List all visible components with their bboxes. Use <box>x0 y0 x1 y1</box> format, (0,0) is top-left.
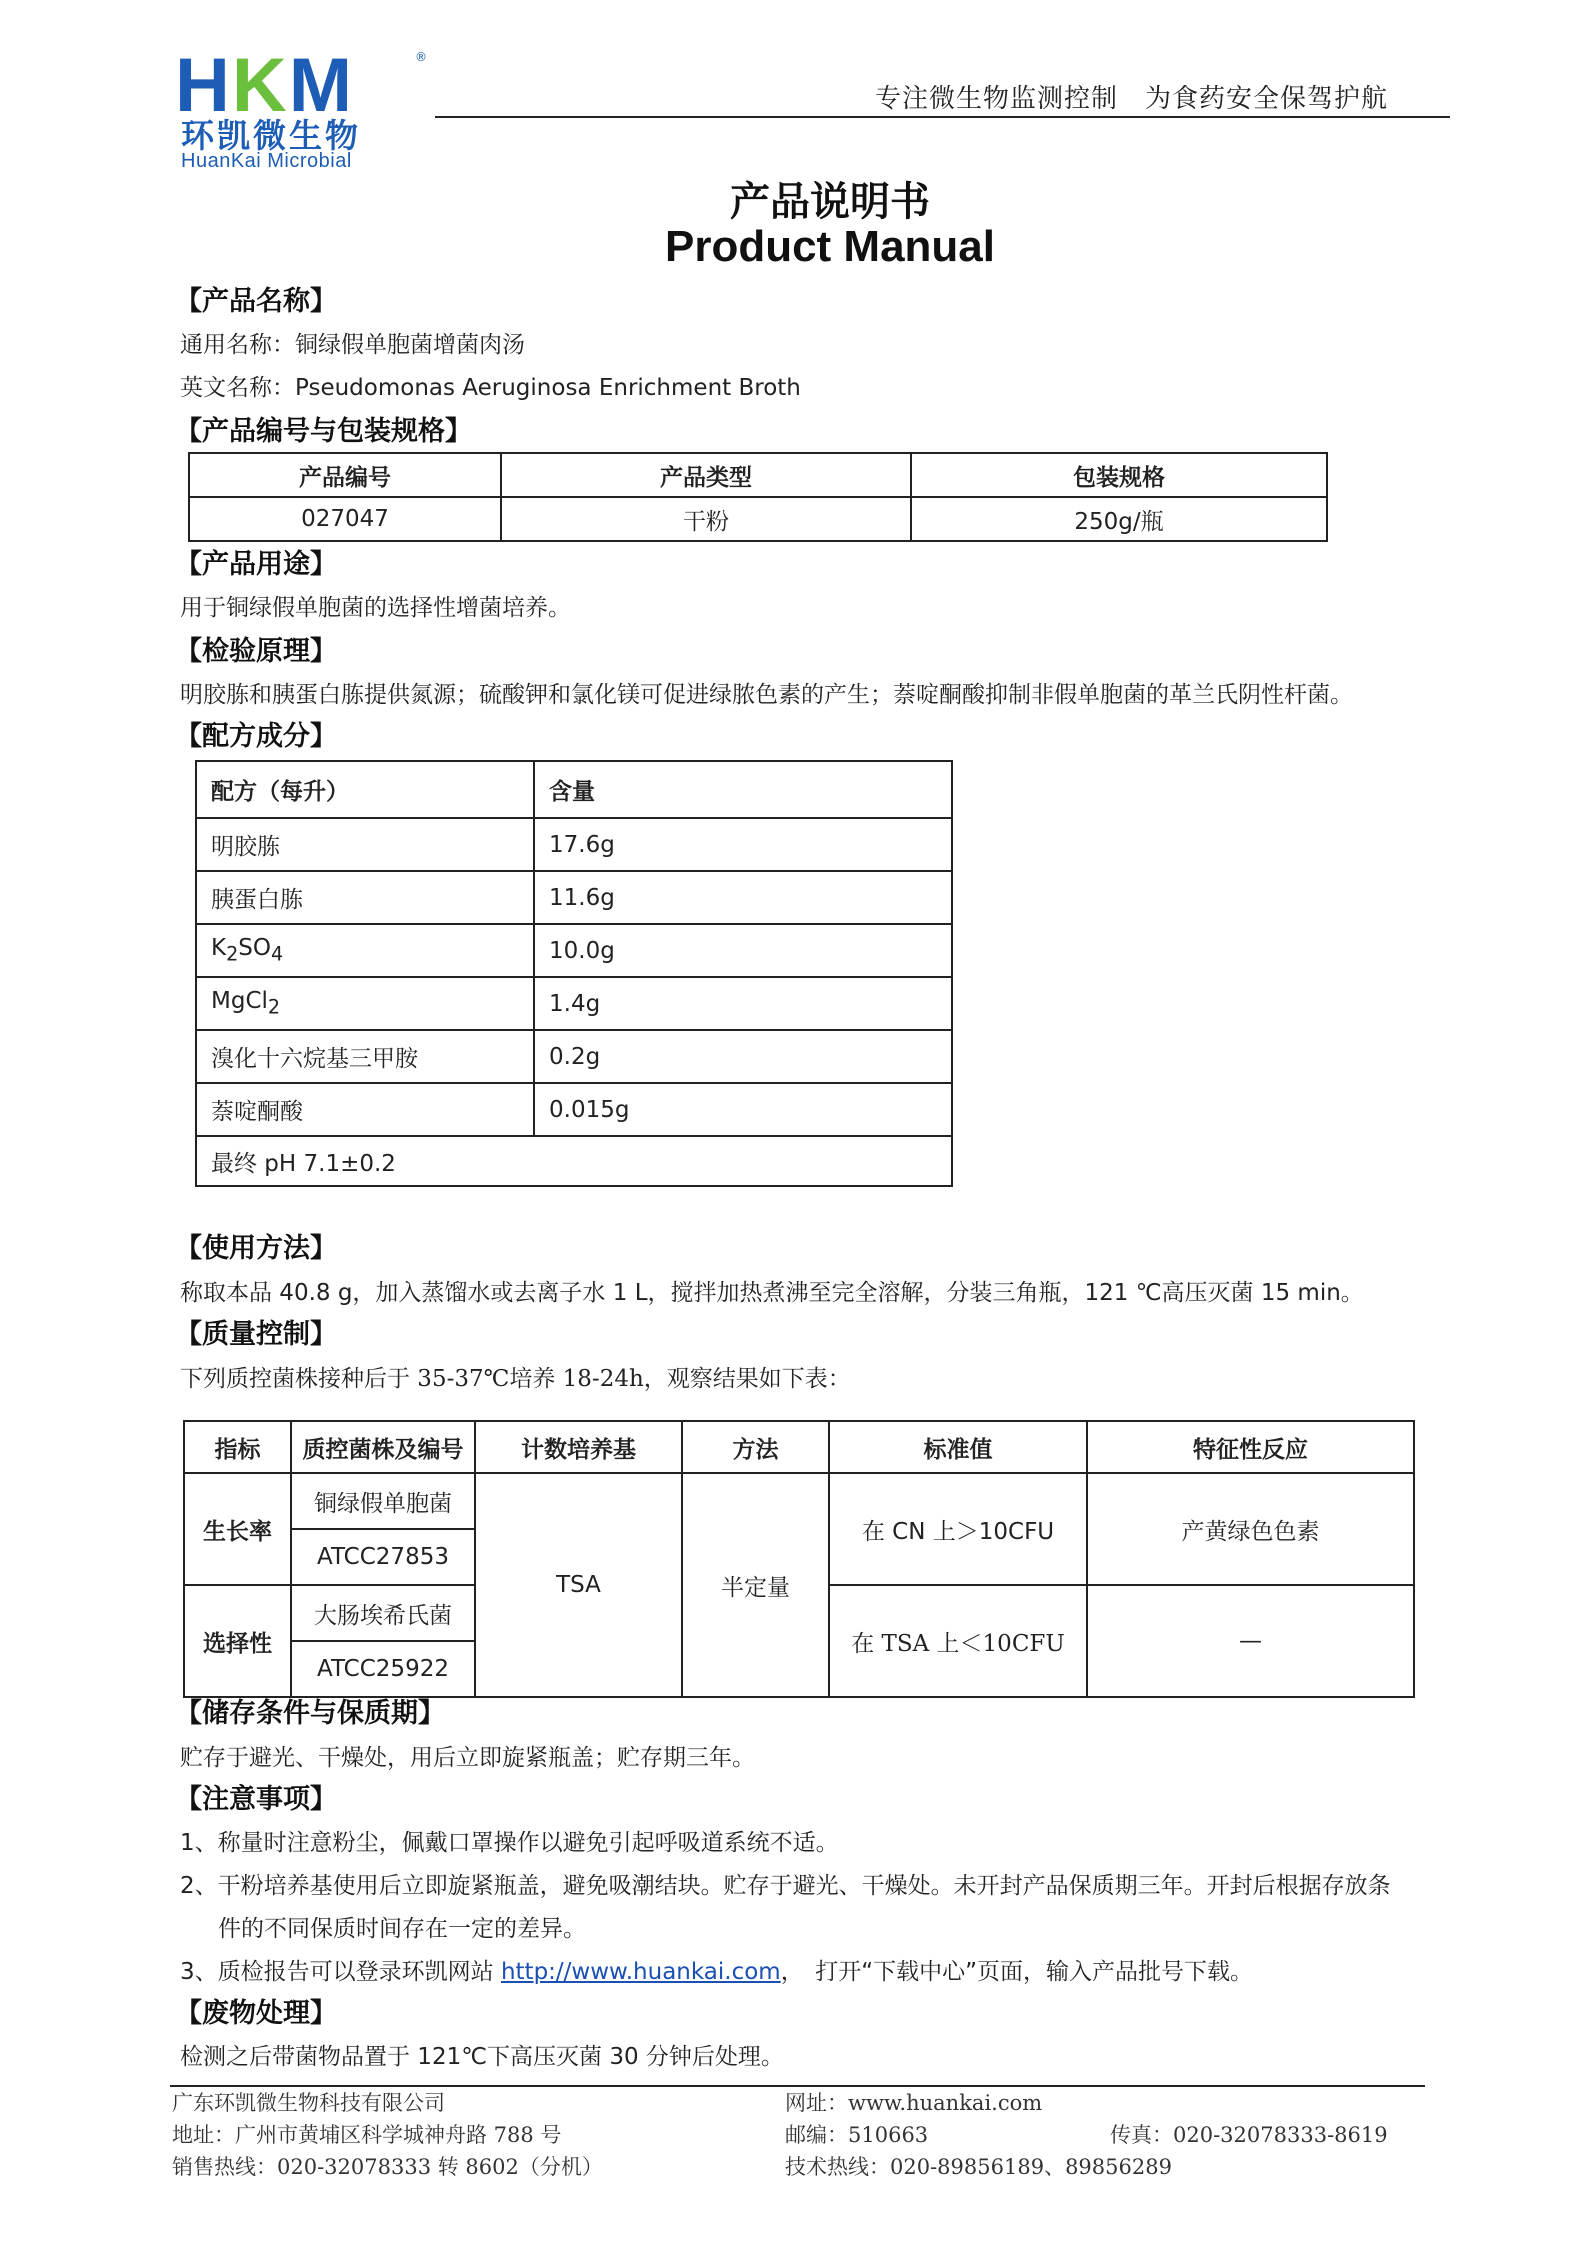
qc-strain: 铜绿假单胞菌 <box>291 1473 475 1529</box>
table-row <box>196 1030 952 1083</box>
col-reaction: 特征性反应 <box>1087 1421 1414 1473</box>
qc-index: 生长率 <box>184 1473 291 1585</box>
col-index: 指标 <box>184 1421 291 1473</box>
col-amount: 含量 <box>534 761 952 818</box>
section-heading-formula: 【配方成分】 <box>175 721 337 752</box>
section-heading-principle: 【检验原理】 <box>175 636 337 667</box>
footer-tech: 技术热线：020-89856189、89856289 <box>785 2155 1172 2179</box>
ingredient-amount: 0.2g <box>534 1030 952 1083</box>
qc-index: 选择性 <box>184 1585 291 1697</box>
footer-fax: 传真：020-32078333-8619 <box>1110 2123 1388 2147</box>
col-medium: 计数培养基 <box>475 1421 682 1473</box>
table-header-row <box>184 1421 1414 1473</box>
ingredient-name: 溴化十六烷基三甲胺 <box>196 1030 534 1083</box>
registered-mark: ® <box>415 50 427 64</box>
table-row <box>196 1136 952 1186</box>
qc-method: 半定量 <box>682 1473 829 1697</box>
ingredient-name: 胰蛋白胨 <box>196 871 534 924</box>
english-name: 英文名称：Pseudomonas Aeruginosa Enrichment Broth <box>180 375 801 401</box>
ingredient-amount: 0.015g <box>534 1083 952 1136</box>
table-header-row <box>196 761 952 818</box>
footer-website: 网址：www.huankai.com <box>785 2091 1043 2115</box>
section-heading-disposal: 【废物处理】 <box>175 1998 337 2029</box>
col-package-spec: 包装规格 <box>911 453 1327 497</box>
col-strain: 质控菌株及编号 <box>291 1421 475 1473</box>
table-row <box>196 977 952 1030</box>
table-row <box>189 497 1327 541</box>
company-logo <box>175 43 445 172</box>
header-slogan: 专注微生物监测控制 为食药安全保驾护航 <box>875 84 1389 114</box>
header-divider <box>435 116 1450 118</box>
final-ph: 最终 pH 7.1±0.2 <box>196 1136 952 1186</box>
common-name: 通用名称：铜绿假单胞菌增菌肉汤 <box>180 332 525 358</box>
note-item-1: 1、称量时注意粉尘，佩戴口罩操作以避免引起呼吸道系统不适。 <box>180 1830 839 1856</box>
table-row <box>196 818 952 871</box>
footer-postcode: 邮编：510663 <box>785 2123 929 2147</box>
logo-hkm: HKM <box>175 43 355 128</box>
ingredient-name: $K_2SO_4$ <box>196 924 534 977</box>
section-heading-packaging: 【产品编号与包装规格】 <box>175 416 472 447</box>
method-text: 称取本品 40.8 g，加入蒸馏水或去离子水 1 L，搅拌加热煮沸至完全溶解，分装三角瓶，121 ℃高压灭菌 15 min。 <box>180 1280 1364 1306</box>
website-link[interactable]: http://www.huankai.com <box>500 1959 781 1985</box>
qc-strain-code: ATCC25922 <box>291 1641 475 1697</box>
ingredient-amount: 1.4g <box>534 977 952 1030</box>
note-item-3: 3、质检报告可以登录环凯网站 http://www.huankai.com， 打开“下载中心”页面，输入产品批号下载。 <box>180 1959 1254 1985</box>
ingredient-name: MgCl$_2$ <box>196 977 534 1030</box>
page-title-cn: 产品说明书 <box>730 179 930 225</box>
qc-reaction: — <box>1087 1585 1414 1697</box>
footer-divider <box>170 2085 1425 2087</box>
table-row <box>196 924 952 977</box>
qc-strain: 大肠埃希氏菌 <box>291 1585 475 1641</box>
qc-medium: TSA <box>475 1473 682 1697</box>
package-spec: 250g/瓶 <box>911 497 1327 541</box>
col-product-code: 产品编号 <box>189 453 501 497</box>
usage-text: 用于铜绿假单胞菌的选择性增菌培养。 <box>180 595 571 621</box>
footer-address: 地址：广州市黄埔区科学城神舟路 788 号 <box>172 2123 562 2147</box>
logo-chinese-name: 环凯微生物 <box>181 116 361 155</box>
product-type: 干粉 <box>501 497 911 541</box>
section-heading-usage: 【产品用途】 <box>175 549 337 580</box>
section-heading-storage: 【储存条件与保质期】 <box>175 1698 445 1729</box>
ingredient-amount: 10.0g <box>534 924 952 977</box>
section-heading-product-name: 【产品名称】 <box>175 286 337 317</box>
section-heading-qc: 【质量控制】 <box>175 1319 337 1350</box>
section-heading-method: 【使用方法】 <box>175 1233 337 1264</box>
ingredient-amount: 11.6g <box>534 871 952 924</box>
col-method: 方法 <box>682 1421 829 1473</box>
qc-reaction: 产黄绿色色素 <box>1087 1473 1414 1585</box>
section-heading-notes: 【注意事项】 <box>175 1784 337 1815</box>
col-product-type: 产品类型 <box>501 453 911 497</box>
qc-strain-code: ATCC27853 <box>291 1529 475 1585</box>
note-item-2-cont: 件的不同保质时间存在一定的差异。 <box>218 1916 586 1942</box>
qc-standard: 在 TSA 上＜10CFU <box>829 1585 1087 1697</box>
packaging-table <box>188 452 1328 542</box>
table-header-row <box>189 453 1327 497</box>
ingredient-name: 明胶胨 <box>196 818 534 871</box>
col-formula: 配方（每升） <box>196 761 534 818</box>
col-standard: 标准值 <box>829 1421 1087 1473</box>
formula-table <box>195 760 953 1187</box>
ingredient-amount: 17.6g <box>534 818 952 871</box>
qc-standard: 在 CN 上＞10CFU <box>829 1473 1087 1585</box>
storage-text: 贮存于避光、干燥处，用后立即旋紧瓶盖；贮存期三年。 <box>180 1745 755 1771</box>
ingredient-name: 萘啶酮酸 <box>196 1083 534 1136</box>
table-row <box>196 871 952 924</box>
product-code: 027047 <box>189 497 501 541</box>
footer-sales: 销售热线：020-32078333 转 8602（分机） <box>172 2155 603 2179</box>
principle-text: 明胶胨和胰蛋白胨提供氮源；硫酸钾和氯化镁可促进绿脓色素的产生；萘啶酮酸抑制非假单胞菌的革兰氏阴性杆菌。 <box>180 682 1353 708</box>
qc-table <box>183 1420 1415 1698</box>
disposal-text: 检测之后带菌物品置于 121℃下高压灭菌 30 分钟后处理。 <box>180 2044 784 2070</box>
qc-intro: 下列质控菌株接种后于 35-37℃培养 18-24h，观察结果如下表： <box>180 1366 851 1392</box>
table-row <box>184 1473 1414 1529</box>
note-item-2: 2、干粉培养基使用后立即旋紧瓶盖，避免吸潮结块。贮存于避光、干燥处。未开封产品保质期三年。开封后根据存放条 <box>180 1873 1391 1899</box>
logo-english-name: HuanKai Microbial <box>181 150 352 172</box>
footer-company: 广东环凯微生物科技有限公司 <box>172 2091 445 2115</box>
table-row <box>196 1083 952 1136</box>
page-title-en: Product Manual <box>664 222 996 271</box>
